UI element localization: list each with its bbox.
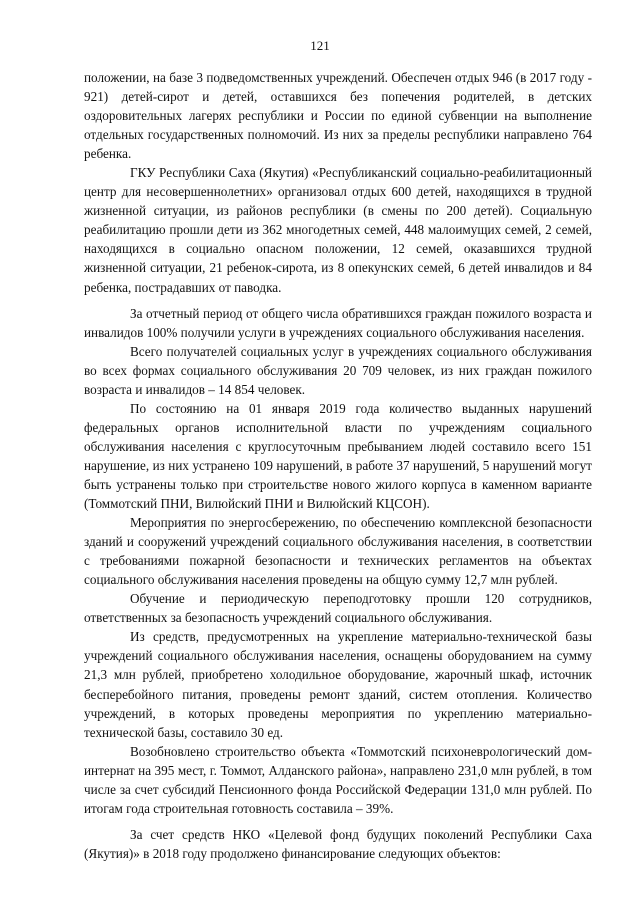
paragraph-equipment: Из средств, предусмотренных на укрепление материально-технической базы учреждений социального обслуживания населения, оснащены оборудованием на сумму 21,3 млн рублей, приобретено холодильное оборудование, жарочный шкаф, источник бесперебойного питания, проведены ремонт зданий, систем отопления. Количество учреждений, в которых проведены мероприятия по укреплению материально-технической базы, составило 30 ед. (84, 629, 592, 740)
paragraph-energy-saving: Мероприятия по энергосбережению, по обеспечению комплексной безопасности зданий и сооружений учреждений социального обслуживания населения, в соответствии с требованиями пожарной безопасности и технических регламентов на объектах социального обслуживания населения проведены на общую сумму 12,7 млн рублей. (84, 515, 592, 588)
paragraph-construction: Возобновлено строительство объекта «Томмотский психоневрологический дом-интернат на 395 мест, г. Томмот, Алданского района», направлено 231,0 млн рублей, в том числе за счет субсидий Пенсионного фонда Российской Федерации 131,0 млн рублей. По итогам года строительная готовность составила – 39%. (84, 743, 592, 816)
paragraph-elderly-services: За отчетный период от общего числа обратившихся граждан пожилого возраста и инвалидов 100% получили услуги в учреждениях социального обслуживания населения. (84, 305, 592, 340)
document-body (84, 68, 592, 863)
paragraph-training: Обучение и периодическую переподготовку прошли 120 сотрудников, ответственных за безопасность учреждений социального обслуживания. (84, 591, 592, 626)
paragraph-rehabilitation-center: ГКУ Республики Саха (Якутия) «Республиканский социально-реабилитационный центр для несовершеннолетних» организовал отдых 600 детей, находящихся в трудной жизненной ситуации, из районов республики (в смены по 200 детей). Социальную реабилитацию прошли дети из 362 многодетных семей, 448 малоимущих семей, 2 семей, находящихся в социально опасном положении, 12 семей, оказавшихся трудной жизненной ситуации, 21 ребенок-сирота, из 8 опекунских семей, 6 детей инвалидов и 84 ребенка, пострадавших от паводка. (84, 165, 592, 295)
paragraph-violations: По состоянию на 01 января 2019 года количество выданных нарушений федеральных органов исполнительной власти по учреждениям социального обслуживания населения с круглосуточным пребыванием людей составило всего 151 нарушение, из них устранено 109 нарушений, в работе 37 нарушений, 5 нарушений могут быть устранены только при строительстве нового жилого корпуса в каменном варианте (Томмотский ПНИ, Вилюйский ПНИ и Вилюйский КЦСОН). (84, 400, 592, 512)
paragraph-service-recipients: Всего получателей социальных услуг в учреждениях социального обслуживания во всех формах социального обслуживания 20 709 человек, из них граждан пожилого возраста и инвалидов – 14 854 человек. (84, 343, 592, 397)
paragraph-future-generations-fund: За счет средств НКО «Целевой фонд будущих поколений Республики Саха (Якутия)» в 2018 году продолжено финансирование следующих объектов: (84, 826, 592, 861)
page-number: 121 (310, 38, 330, 53)
paragraph-continuation: положении, на базе 3 подведомственных учреждений. Обеспечен отдых 946 (в 2017 году - 921) детей-сирот и детей, оставшихся без попечения родителей, в детских оздоровительных лагерях республики и России по единой субвенции на выполнение отдельных государственных полномочий. Из них за пределы республики направлено 764 ребенка. (84, 70, 592, 162)
